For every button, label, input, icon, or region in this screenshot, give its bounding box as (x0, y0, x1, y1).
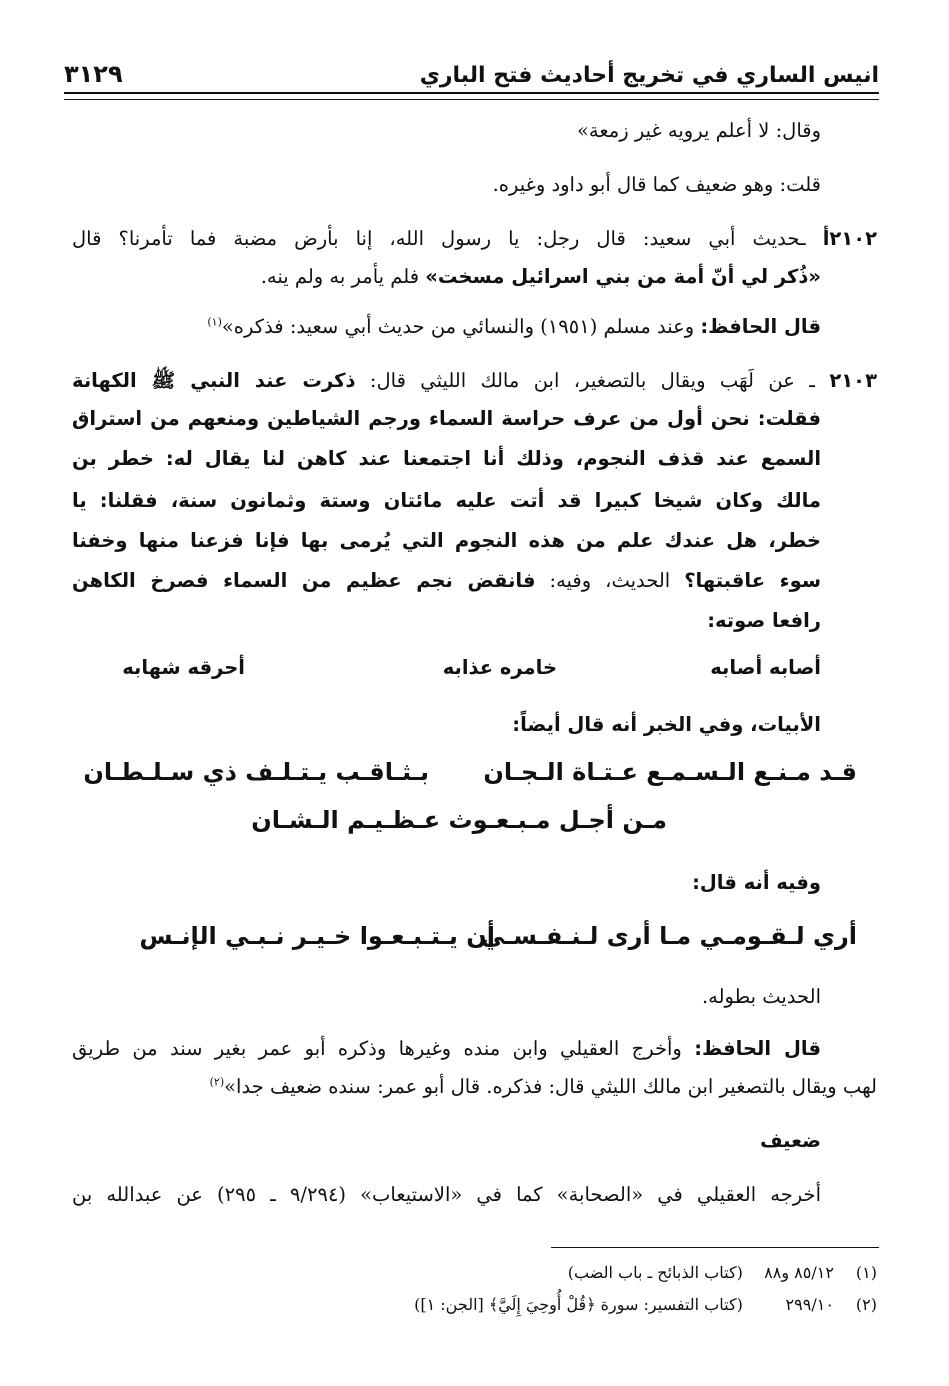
text-line (72, 170, 821, 200)
footnote-2 (200, 1292, 877, 1318)
hadith-long-line (72, 982, 821, 1012)
text-span: ـحديث أبي سعيد: قال رجل: يا رسول الله، إنا بأرض مضبة فما تأمرنا؟ قال (72, 227, 806, 250)
hadith-2102-line-2 (72, 262, 821, 292)
footnote-ref: ٨٥/١٢ و٨٨ (764, 1263, 834, 1282)
wafihi-line (72, 868, 821, 898)
hafiz-note-2-line-1 (72, 1034, 821, 1064)
hadith-2103-line-5 (72, 526, 821, 556)
footnote-marker: (٢) (209, 1075, 225, 1089)
hemistich-2: خامره عذابه (442, 656, 557, 679)
text-span: رافعا صوته: (707, 609, 821, 632)
verse-2-first-hemistich: أري لـقـومـي مـا أرى لـنـفـسـي (480, 922, 857, 950)
grading-line (72, 1126, 821, 1156)
text-span: ـ عن لَهَب ويقال بالتصغير، ابن مالك الليثي قال: (369, 369, 815, 392)
text-span: الحديث بطوله. (701, 985, 821, 1008)
footnote-text: (كتاب الذبائح ـ باب الضب) (567, 1263, 743, 1282)
running-header (64, 46, 879, 88)
hafiz-label: قال الحافظ: (694, 1037, 822, 1060)
text-span: فلم يأمر به ولم ينه. (260, 265, 420, 288)
hafiz-label: قال الحافظ: (700, 315, 821, 338)
hafiz-note-2-line-2 (72, 1072, 877, 1102)
hadith-2103-line-7 (72, 606, 821, 636)
footnote-number: (٢) (855, 1295, 877, 1314)
text-line (72, 116, 821, 146)
footnote-rule (551, 1247, 879, 1248)
text-span: خطر، هل عندك علم من هذه النجوم التي يُرمى بها فإنا فزعنا منها وخفنا (72, 529, 821, 552)
footnote-ref: ٢٩٩/١٠ (785, 1295, 834, 1314)
text-span: وفيه أنه قال: (692, 871, 821, 894)
text-span: أخرجه العقيلي في «الصحابة» كما في «الاستيعاب» (٩/٢٩٤ ـ ٢٩٥) عن عبدالله بن (72, 1183, 821, 1206)
takhrij-line (72, 1180, 821, 1210)
hemistich-1: أصابه أصابه (710, 656, 821, 679)
footnote-text: (كتاب التفسير: سورة ﴿قُلْ أُوحِيَ إِلَيَّ﴾ [الجن: ١]) (414, 1295, 743, 1314)
text-span: الأبيات، وفي الخبر أنه قال أيضاً: (512, 713, 821, 736)
text-span: لهب ويقال بالتصغير ابن مالك الليثي قال: فذكره. قال أبو عمر: سنده ضعيف جدا» (224, 1075, 877, 1098)
hadith-number: ٢١٠٣ (829, 369, 877, 392)
text-span: الحديث، وفيه: (549, 569, 671, 592)
book-title: انيس الساري في تخريج أحاديث فتح الباري (419, 63, 879, 88)
text-span: وأخرج العقيلي وابن منده وغيرها وذكره أبو عمر بغير سند من طريق (72, 1037, 682, 1060)
hadith-2102-line-1 (72, 224, 877, 254)
bold-quote: «ذُكر لي أنّ أمة من بني اسرائيل مسخت» (425, 265, 821, 288)
text-span: السمع عند قذف النجوم، وذلك أنا اجتمعنا عند كاهن لنا يقال له: خطر بن (72, 447, 821, 470)
page-number: ٣١٢٩ (64, 60, 123, 88)
verse-1-first-hemistich: قـد مـنـع الـسـمـع عـتـاة الـجـان (483, 758, 857, 786)
hemistich-3: أحرقه شهابه (122, 656, 245, 679)
text-span: مالك وكان شيخا كبيرا قد أتت عليه مائتان وستة وثمانون سنة، فقلنا: يا (72, 489, 821, 512)
header-rule (64, 92, 879, 100)
text-span: فقلت: نحن أول من عرف حراسة السماء ورجم الشياطين ومنعهم من استراق (72, 407, 821, 430)
hadith-2103-line-1 (72, 366, 877, 396)
hadith-2103-line-2 (72, 404, 821, 434)
text-span: وقال: لا أعلم يرويه غير زمعة» (577, 119, 821, 142)
bold-text: سوء عاقبتها؟ (684, 569, 822, 592)
hadith-number: ٢١٠٢أ (822, 227, 877, 250)
text-span: قلت: وهو ضعيف كما قال أبو داود وغيره. (492, 173, 821, 196)
grading-text: ضعيف (759, 1129, 821, 1152)
abyat-line (72, 710, 821, 740)
hadith-2103-line-6 (72, 566, 821, 596)
bold-text: ذكرت عند النبي ﷺ الكهانة (72, 369, 356, 392)
verse-1-second-hemistich: بـثـاقـب يـتـلـف ذي سـلـطـان (83, 758, 429, 786)
footnote-marker: (١) (207, 315, 222, 329)
bold-text: فانقض نجم عظيم من السماء فصرخ الكاهن (72, 569, 536, 592)
text-span: وعند مسلم (١٩٥١) والنسائي من حديث أبي سعيد: فذكره» (221, 315, 695, 338)
hadith-2103-line-3 (72, 444, 821, 474)
verse-1-third-hemistich: مـن أجـل مـبـعـوث عـظـيـم الـشـان (251, 806, 667, 834)
footnote-1 (200, 1260, 877, 1286)
hafiz-note-1 (72, 312, 821, 342)
verse-2-second-hemistich: أن يـتـبـعـوا خـيـر نـبـي الإنـس (139, 922, 495, 950)
hadith-2103-line-4 (72, 486, 821, 516)
footnote-number: (١) (855, 1263, 877, 1282)
